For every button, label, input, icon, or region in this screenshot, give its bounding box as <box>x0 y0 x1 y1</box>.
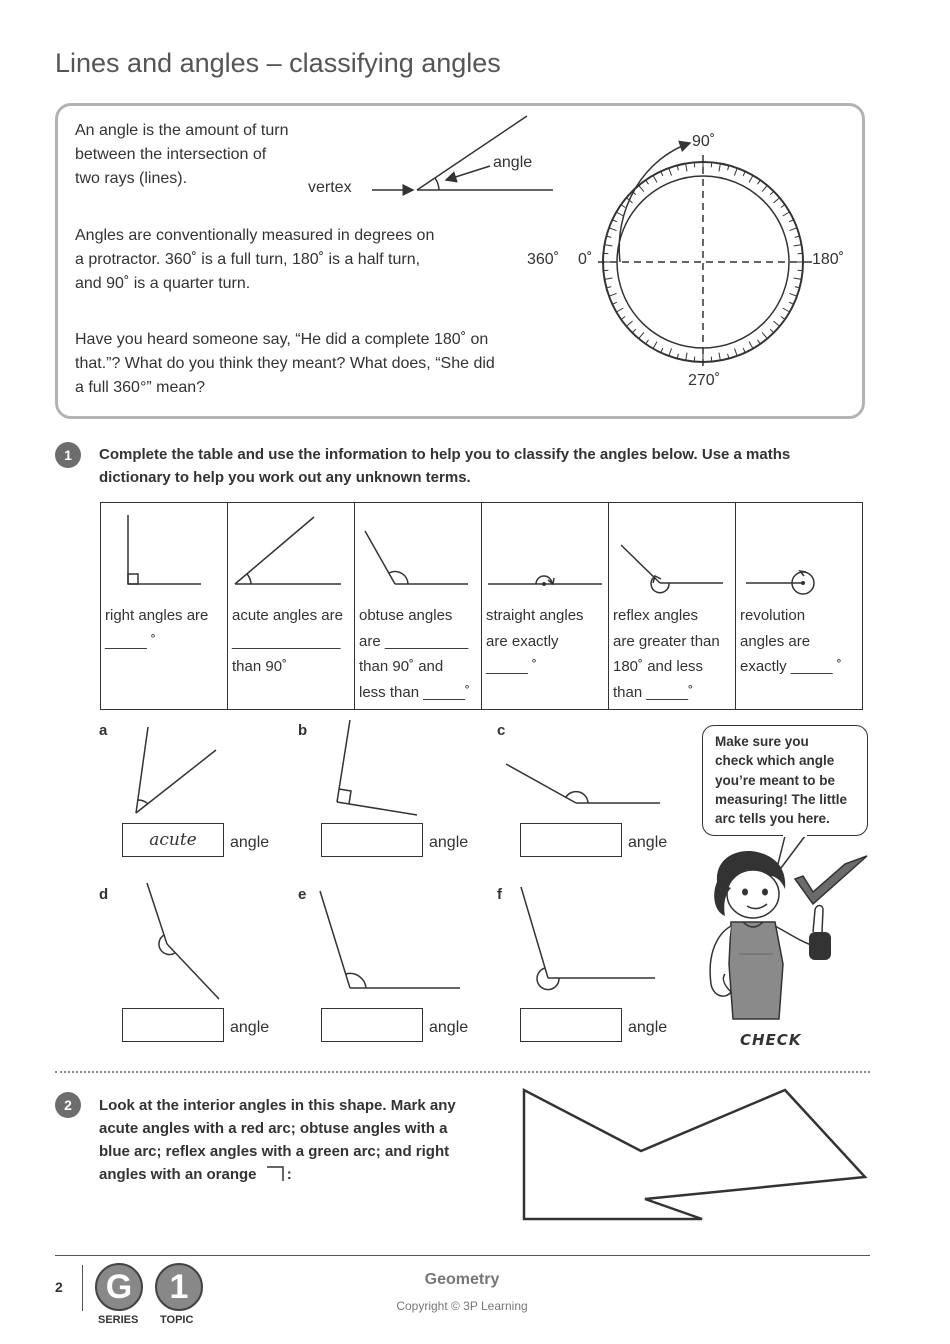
item-b-angle <box>320 715 430 820</box>
instruction-line: dictionary to help you work out any unknown terms. <box>99 469 471 486</box>
right-angle-icon <box>101 503 227 603</box>
definition-line: two rays (lines). <box>75 170 188 187</box>
degrees-text <box>75 224 434 296</box>
item-a-suffix: angle <box>230 834 270 851</box>
item-b-answer[interactable] <box>321 823 423 857</box>
angle-types-table <box>100 502 863 710</box>
footer-subject: Geometry <box>424 1271 500 1288</box>
section-divider <box>55 1071 870 1073</box>
table-cell-acute <box>228 503 355 710</box>
question-2-badge: 2 <box>55 1092 81 1118</box>
degrees-line: a protractor. 360˚ is a full turn, 180˚ is a half turn, <box>75 251 421 268</box>
obtuse-angle-text[interactable]: obtuse angles are __________ than 90˚ and less than _____˚ <box>359 607 470 701</box>
footer-divider <box>82 1265 83 1311</box>
right-angle-marker-icon <box>265 1165 287 1181</box>
table-cell-revolution <box>736 503 863 710</box>
protractor-90-label: 90˚ <box>692 133 716 150</box>
item-f-label: f <box>497 886 502 903</box>
angle-label: angle <box>493 154 533 171</box>
item-e-label: e <box>298 886 307 903</box>
revolution-angle-text[interactable]: revolution angles are exactly _____ ˚ <box>740 607 842 675</box>
acute-angle-icon <box>228 503 354 603</box>
protractor-diagram <box>520 125 860 405</box>
instruction-line: Complete the table and use the information to help you to classify the angles below. Use a maths <box>99 446 791 463</box>
question-1-instruction <box>99 443 790 489</box>
definition-line: An angle is the amount of turn <box>75 122 289 139</box>
table-cell-straight <box>482 503 609 710</box>
series-badge: G <box>95 1263 143 1311</box>
footer-copyright: Copyright © 3P Learning <box>396 1299 528 1313</box>
degrees-line: Angles are conventionally measured in degrees on <box>75 227 435 244</box>
table-cell-right <box>101 503 228 710</box>
series-label: SERIES <box>98 1314 139 1326</box>
item-b-label: b <box>298 722 308 739</box>
reflex-angle-icon <box>609 503 735 603</box>
protractor-360-label: 360˚ <box>527 251 560 268</box>
table-cell-obtuse <box>355 503 482 710</box>
item-f-suffix: angle <box>628 1019 668 1036</box>
item-e-answer[interactable] <box>321 1008 423 1042</box>
item-d-label: d <box>99 886 109 903</box>
item-e-suffix: angle <box>429 1019 469 1036</box>
protractor-270-label: 270˚ <box>688 372 721 389</box>
item-c-answer[interactable] <box>520 823 622 857</box>
q2-shape <box>520 1085 875 1225</box>
reflex-angle-text[interactable]: reflex angles are greater than 180˚ and less than _____˚ <box>613 607 720 701</box>
item-a-angle <box>120 722 230 817</box>
item-c-angle <box>500 755 665 810</box>
protractor-0-label: 0˚ <box>578 251 593 268</box>
topic-badge: 1 <box>155 1263 203 1311</box>
page-title: Lines and angles – classifying angles <box>55 48 501 78</box>
footer-rule <box>55 1255 870 1256</box>
item-a-label: a <box>99 722 108 739</box>
right-angle-text[interactable]: right angles are _____ ˚ <box>105 607 209 650</box>
revolution-angle-icon <box>736 503 862 603</box>
topic-label: TOPIC <box>160 1314 194 1326</box>
degrees-line: and 90˚ is a quarter turn. <box>75 275 251 292</box>
straight-angle-text[interactable]: straight angles are exactly _____ ˚ <box>486 607 584 675</box>
check-caption: CHECK <box>740 1031 802 1049</box>
item-c-label: c <box>497 722 506 739</box>
item-d-suffix: angle <box>230 1019 270 1036</box>
item-f-answer[interactable] <box>520 1008 622 1042</box>
item-e-angle <box>315 886 465 996</box>
item-f-angle <box>515 882 660 992</box>
question-1-badge: 1 <box>55 442 81 468</box>
tip-speech-bubble: Make sure you check which angle you’re meant to be measuring! The little arc tells you here. <box>702 725 868 836</box>
definition-text <box>75 119 288 191</box>
item-a-answer[interactable]: acute <box>122 823 224 857</box>
obtuse-angle-icon <box>355 503 481 603</box>
straight-angle-icon <box>482 503 608 603</box>
question-line: Have you heard someone say, “He did a complete 180˚ on <box>75 331 489 348</box>
table-cell-reflex <box>609 503 736 710</box>
item-d-angle <box>140 878 230 1003</box>
acute-angle-text[interactable]: acute angles are _____________ than 90˚ <box>232 607 343 675</box>
item-d-answer[interactable] <box>122 1008 224 1042</box>
vertex-label: vertex <box>308 179 352 196</box>
question-text <box>75 328 495 400</box>
definition-line: between the intersection of <box>75 146 267 163</box>
check-character-illustration <box>695 834 875 1034</box>
question-line: that.”? What do you think they meant? What does, “She did <box>75 355 495 372</box>
page-number: 2 <box>55 1279 63 1295</box>
item-b-suffix: angle <box>429 834 469 851</box>
item-c-suffix: angle <box>628 834 668 851</box>
question-2-instruction: Look at the interior angles in this shape. Mark any acute angles with a red arc; obtuse angles with a blue arc; reflex angles with a green arc; and right angles with an orange : <box>99 1097 456 1183</box>
protractor-180-label: 180˚ <box>812 251 845 268</box>
question-line: a full 360°” mean? <box>75 379 206 396</box>
